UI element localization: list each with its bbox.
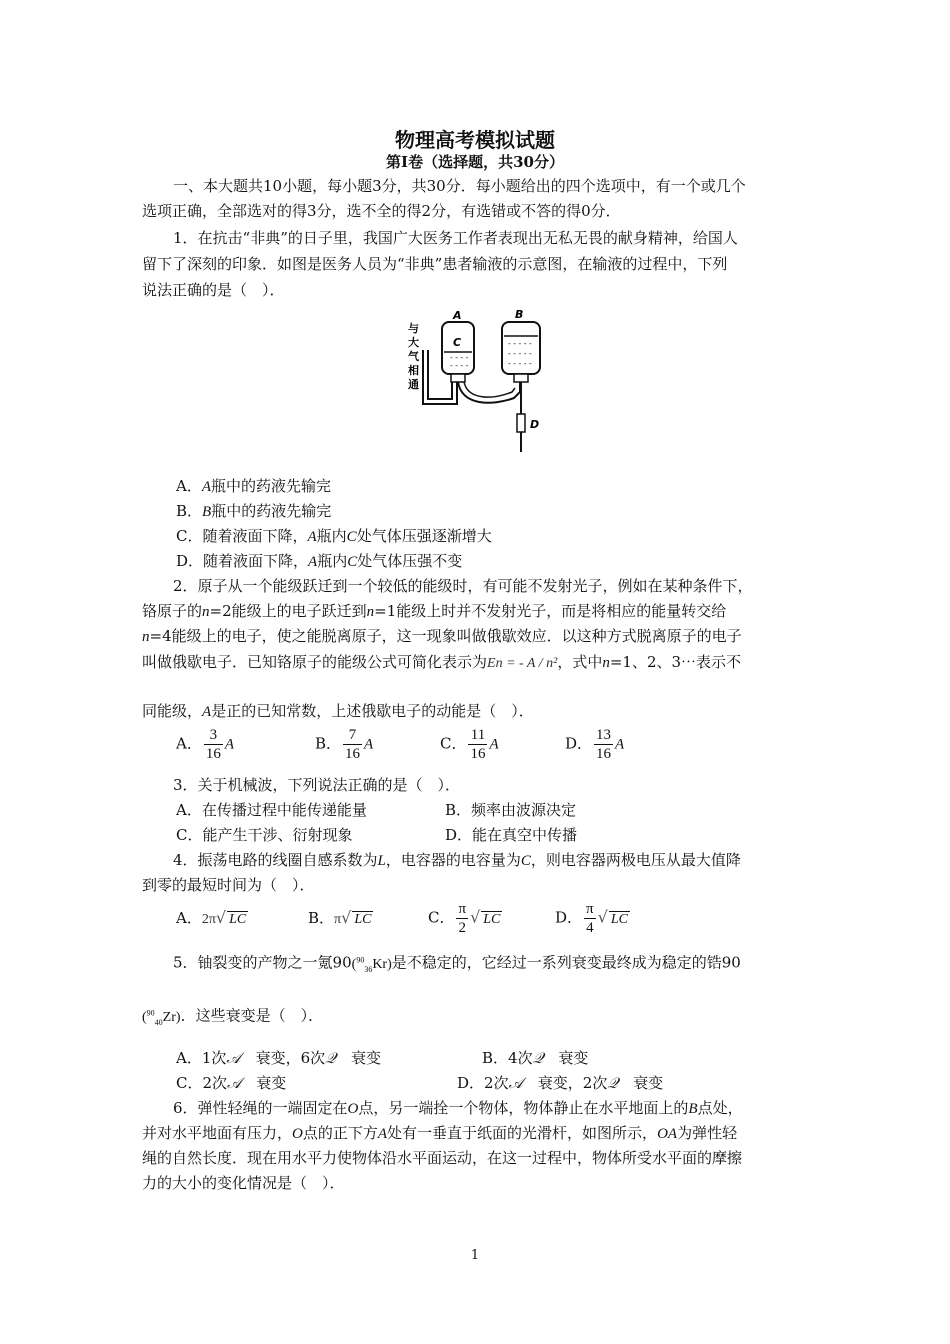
- q1-line-3: 说法正确的是（ ）．: [142, 281, 285, 299]
- label-b: B: [515, 308, 524, 321]
- energy-formula: En = - A / n²: [487, 656, 558, 671]
- q1-option-a[interactable]: A．A瓶中的药液先输完: [176, 477, 332, 495]
- page-title: 物理高考模拟试题: [395, 128, 555, 152]
- svg-text:- - - - -: - - - - -: [508, 359, 532, 368]
- q2-line-1: 2．原子从一个能级跃迁到一个较低的能级时，有可能不发射光子，例如在某种条件下，: [173, 577, 753, 595]
- beta-symbol-icon: 𝒬: [607, 1074, 619, 1092]
- q5-option-a[interactable]: A．1次𝒜 衰变，6次𝒬 衰变: [176, 1049, 381, 1067]
- svg-text:- - - - -: - - - - -: [508, 339, 532, 348]
- q6-line-1: 6．弹性轻绳的一端固定在O点，另一端拴一个物体，物体静止在水平地面上的B点处，: [173, 1099, 743, 1117]
- q3-stem: 3．关于机械波，下列说法正确的是（ ）．: [173, 776, 461, 794]
- q2-line-3: n=4能级上的电子，使之能脱离原子，这一现象叫做俄歇效应．以这种方式脱离原子的电子: [142, 627, 742, 645]
- krypton-isotope: ($^{90}_{36}$Kr): [351, 955, 392, 974]
- q4-option-d[interactable]: D． $\frac{\pi}{4}$ √ LC: [555, 901, 628, 936]
- q5-option-c[interactable]: C．2次𝒜 衰变: [176, 1074, 287, 1092]
- side-label-char: 与: [408, 322, 419, 335]
- q2-option-b[interactable]: B． $\frac{7}{16}$ A: [315, 727, 374, 762]
- alpha-symbol-icon: 𝒜: [227, 1074, 242, 1092]
- q4-option-b[interactable]: B．π√ LC: [308, 908, 372, 927]
- q4-option-a[interactable]: A．2π√ LC: [176, 908, 247, 927]
- q6-line-4: 力的大小的变化情况是（ ）．: [142, 1174, 345, 1192]
- q2-line-2: 铬原子的n=2能级上的电子跃迁到n=1能级上时并不发射光子，而是将相应的能量转交给: [142, 602, 727, 620]
- q2-line-5: 同能级，A是正的已知常数，上述俄歇电子的动能是（ ）．: [142, 702, 534, 720]
- q6-line-2: 并对水平地面有压力，O点的正下方A处有一垂直于纸面的光滑杆，如图所示，OA为弹性轻: [142, 1124, 738, 1142]
- q5-option-d[interactable]: D．2次𝒜 衰变，2次𝒬 衰变: [457, 1074, 664, 1092]
- label-a: A: [453, 309, 462, 322]
- q4-line-2: 到零的最短时间为（ ）．: [142, 876, 315, 894]
- side-label-char: 大: [408, 336, 419, 349]
- q1-option-b[interactable]: B．B瓶中的药液先输完: [176, 502, 332, 520]
- q4-option-c[interactable]: C． $\frac{\pi}{2}$ √ LC: [428, 901, 501, 936]
- q1-option-d[interactable]: D．随着液面下降，A瓶内C处气体压强不变: [176, 552, 463, 570]
- infusion-diagram: [402, 306, 552, 456]
- drip-chamber: [517, 414, 525, 432]
- beta-symbol-icon: 𝒬: [532, 1049, 544, 1067]
- q2-option-d[interactable]: D． $\frac{13}{16}$ A: [565, 727, 625, 762]
- q3-option-c[interactable]: C．能产生干涉、衍射现象: [176, 826, 353, 844]
- q1-option-c[interactable]: C．随着液面下降，A瓶内C处气体压强逐渐增大: [176, 527, 492, 545]
- svg-text:- - - -: - - - -: [450, 353, 469, 362]
- q5-option-b[interactable]: B．4次𝒬 衰变: [482, 1049, 589, 1067]
- side-label-char: 通: [408, 378, 419, 391]
- q4-line-1: 4．振荡电路的线圈自感系数为L，电容器的电容量为C，则电容器两极电压从最大值降: [173, 851, 741, 869]
- q1-line-1: 1．在抗击“非典”的日子里，我国广大医务工作者表现出无私无畏的献身精神，给国人: [173, 229, 738, 247]
- side-label-char: 气: [408, 350, 419, 363]
- side-label-char: 相: [408, 364, 419, 377]
- page-number: 1: [470, 1248, 480, 1263]
- q3-option-b[interactable]: B．频率由波源决定: [445, 801, 577, 819]
- svg-text:- - - - -: - - - - -: [508, 349, 532, 358]
- instructions-line-2: 选项正确，全部选对的得3分，选不全的得2分，有选错或不答的得0分．: [142, 202, 621, 220]
- q2-option-a[interactable]: A． $\frac{3}{16}$ A: [176, 727, 235, 762]
- q5-line-1: 5．铀裂变的产物之一氪90($^{90}_{36}$Kr)是不稳定的，它经过一系列衰变最终成为稳定的锆90: [173, 953, 741, 974]
- zirconium-isotope: ($^{90}_{40}$Zr): [142, 1008, 181, 1027]
- instructions-line-1: 一、本大题共10小题，每小题3分，共30分．每小题给出的四个选项中，有一个或几个: [173, 177, 746, 195]
- q5-line-2: ($^{90}_{40}$Zr)．这些衰变是（ ）．: [142, 1006, 324, 1027]
- q3-option-a[interactable]: A．在传播过程中能传递能量: [176, 801, 367, 819]
- q2-option-c[interactable]: C． $\frac{11}{16}$ A: [440, 727, 499, 762]
- q3-option-d[interactable]: D．能在真空中传播: [445, 826, 578, 844]
- section-subtitle: 第Ⅰ卷（选择题，共30分）: [386, 153, 564, 171]
- svg-text:- - - -: - - - -: [450, 361, 469, 370]
- q1-line-2: 留下了深刻的印象．如图是医务人员为“非典”患者输液的示意图，在输液的过程中，下列: [142, 255, 728, 273]
- q6-line-3: 绳的自然长度．现在用水平力使物体沿水平面运动，在这一过程中，物体所受水平面的摩擦: [142, 1149, 743, 1167]
- q2-line-4: 叫做俄歇电子．已知铬原子的能级公式可简化表示为En = - A / n²，式中n=1、2、3⋯表示不: [142, 653, 742, 671]
- label-c: C: [453, 336, 462, 349]
- label-d: D: [530, 418, 540, 431]
- alpha-symbol-icon: 𝒜: [226, 1049, 241, 1067]
- beta-symbol-icon: 𝒬: [325, 1049, 336, 1067]
- alpha-symbol-icon: 𝒜: [508, 1074, 523, 1092]
